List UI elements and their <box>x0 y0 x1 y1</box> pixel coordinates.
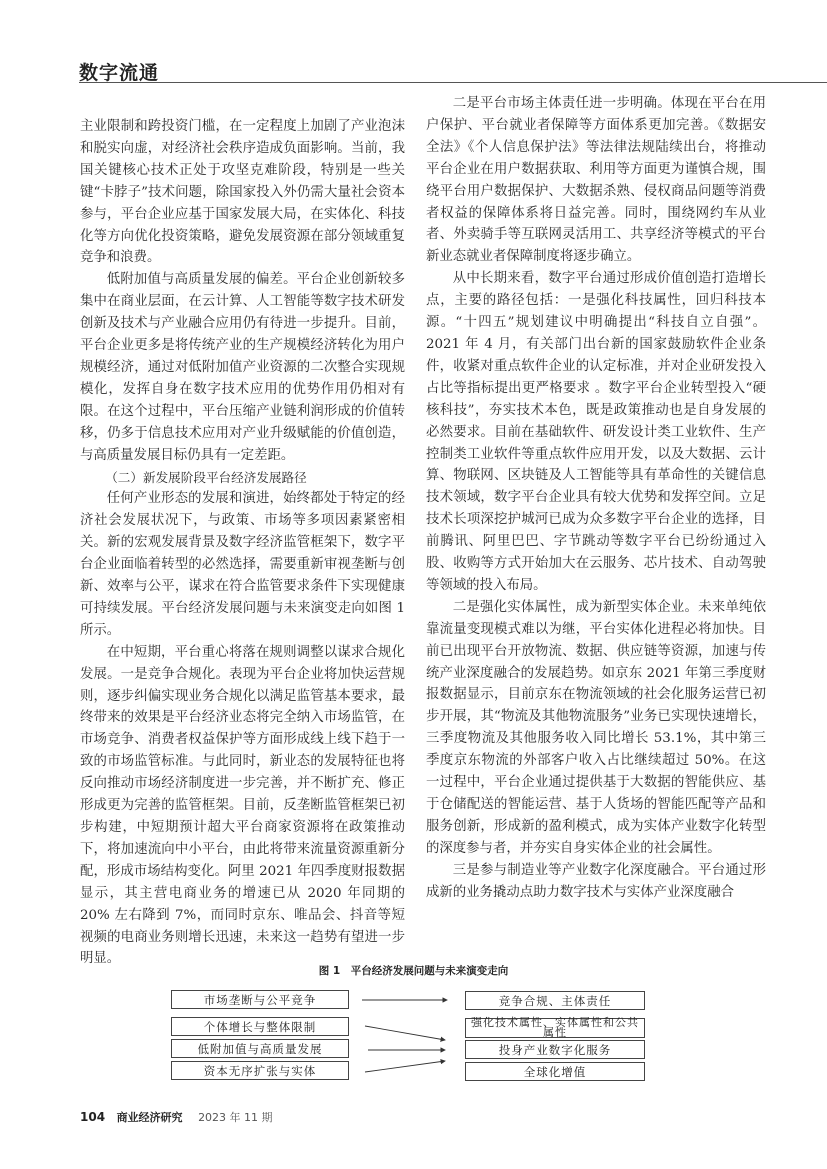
paragraph: 任何产业形态的发展和演进，始终都处于特定的经济社会发展状况下，与政策、市场等多项因素紧密相关。新的宏观发展背景及数字经济监管框架下，数字平台企业面临着转型的必然选择，需要重新审视垄断与创新、效率与公平，谋求在符合监管要求条件下实现健康可持续发展。平台经济发展问题与未来演变走向如图 1 所示。 <box>80 491 405 638</box>
paragraph: 二是强化实体属性，成为新型实体企业。未来单纯依靠流量变现模式难以为继，平台实体化进程必将加快。目前已出现平台开放物流、数据、供应链等资源，加速与传统产业深度融合的发展趋势。如京东 2021 年第三季度财报数据显示，目前京东在物流领域的社会化服务运营已初步开展，其“物流及其他物流服务”业务已实现快速增长，三季度物流及其他服务收入同比增长 53.1%，其中第三季度京东物流的外部客户收入占比继续超过 50%。在这一过程中，平台企业通过提供基于大数据的智能供应、基于仓储配送的智能运营、基于人货场的智能匹配等产品和服务创新，形成新的盈利模式，成为实体产业数字化转型的深度参与者，并夯实自身实体企业的社会属性。 <box>426 599 766 856</box>
paragraph: 低附加值与高质量发展的偏差。平台企业创新较多集中在商业层面，在云计算、人工智能等数字技术研发创新及技术与产业融合应用仍有待进一步提升。目前，平台企业更多是将传统产业的生产规模经济转化为用户规模经济，通过对低附加值产业资源的二次整合实现规模化，发挥自身在数字技术应用的优势作用仍相对有限。在这个过程中，平台压缩产业链利润形成的价值转移，仍多于信息技术应用对产业升级赋能的价值创造，与高质量发展目标仍具有一定差距。 <box>80 272 405 463</box>
paragraph: 主业限制和跨投资门槛，在一定程度上加剧了产业泡沫和脱实向虚，对经济社会秩序造成负面影响。当前，我国关键核心技术正处于攻坚克难阶段，特别是一些关键“卡脖子”技术问题，除国家投入外仍需大量社会资本参与，平台企业应基于国家发展大局，在实体化、科技化等方向优化投资策略，避免发展资源在部分领域重复竞争和浪费。 <box>80 119 405 266</box>
page-footer <box>80 1109 273 1125</box>
subsection-heading: （二）新发展阶段平台经济发展路径 <box>105 469 307 485</box>
header-divider <box>79 82 827 83</box>
direction-box: 竞争合规、主体责任 <box>465 991 645 1010</box>
figure-caption: 图 1 平台经济发展问题与未来演变走向 <box>318 965 509 977</box>
problem-box: 市场垄断与公平竞争 <box>171 990 349 1009</box>
paragraph: 在中短期，平台重心将落在规则调整以谋求合规化发展。一是竞争合规化。表现为平台企业将加快运营规则，逐步纠偏实现业务合规化以满足监管基本要求，最终带来的效果是平台经济业态将完全纳入市场监管，在市场竞争、消费者权益保护等方面形成线上线下趋于一致的市场监管标准。与此同时，新业态的发展特征也将反向推动市场经济制度进一步完善，并不断扩充、修正形成更为完善的监管框架。目前，反垄断监管框架已初步构建，中短期预计超大平台商家资源将在政策推动下，将加速流向中小平台，由此将带来流量资源重新分配，形成市场结构变化。阿里 2021 年四季度财报数据显示，其主营电商业务的增速已从 2020 年同期的 20% 左右降到 7%，而同时京东、唯品会、抖音等短视频的电商业务则增长迅速，未来这一趋势有望进一步明显。 <box>80 644 405 967</box>
paragraph: 二是平台市场主体责任进一步明确。体现在平台在用户保护、平台就业者保障等方面体系更加完善。《数据安全法》《个人信息保护法》等法律法规陆续出台，将推动平台企业在用户数据获取、利用等方面更为谨慎合规，围绕平台用户数据保护、大数据杀熟、侵权商品问题等消费者权益的保障体系将日益完善。同时，围绕网约车从业者、外卖骑手等互联网灵活用工、共享经济等模式的平台新业态就业者保障制度将逐步确立。 <box>426 96 766 265</box>
section-title: 数字流通 <box>79 62 160 84</box>
problem-box: 低附加值与高质量发展 <box>171 1039 349 1058</box>
paragraph: 从中长期来看，数字平台通过形成价值创造打造增长点，主要的路径包括：一是强化科技属性，回归科技本源。“十四五”规划建议中明确提出“科技自立自强”。2021 年 4 月，有关部门出台新的国家鼓励软件企业条件，收紧对重点软件企业的认定标准，并对企业研发投入占比等指标提出更严格要求 。数字平台企业转型投入“硬核科技”，夯实技术本色，既是政策推动也是自身发展的必然要求。目前在基础软件、研发设计类工业软件、生产控制类工业软件等重点软件应用开发，以及大数据、云计算、物联网、区块链及人工智能等具有革命性的关键信息技术领域，数字平台企业具有较大优势和发挥空间。立足技术长项深挖护城河已成为众多数字平台企业的选择，目前腾讯、阿里巴巴、字节跳动等数字平台已纷纷通过入股、收购等方式开始加大在云服务、芯片技术、自动驾驶等领域的投入布局。 <box>426 271 766 593</box>
issue-label: 2023 年 11 期 <box>198 1111 273 1124</box>
problem-box: 个体增长与整体限制 <box>171 1017 349 1036</box>
direction-box: 全球化增值 <box>465 1062 645 1081</box>
arrow <box>365 1061 445 1072</box>
right-column <box>426 93 766 904</box>
direction-box: 强化技术属性、实体属性和公共属性 <box>465 1018 645 1038</box>
arrow <box>365 1026 445 1040</box>
problem-box: 资本无序扩张与实体 <box>171 1061 349 1080</box>
journal-name: 商业经济研究 <box>116 1111 183 1124</box>
paragraph: 三是参与制造业等产业数字化深度融合。平台通过形成新的业务撬动点助力数字技术与实体产业深度融合 <box>426 862 766 900</box>
left-column <box>80 116 405 970</box>
direction-box: 投身产业数字化服务 <box>465 1040 645 1059</box>
page-number: 104 <box>80 1110 106 1124</box>
